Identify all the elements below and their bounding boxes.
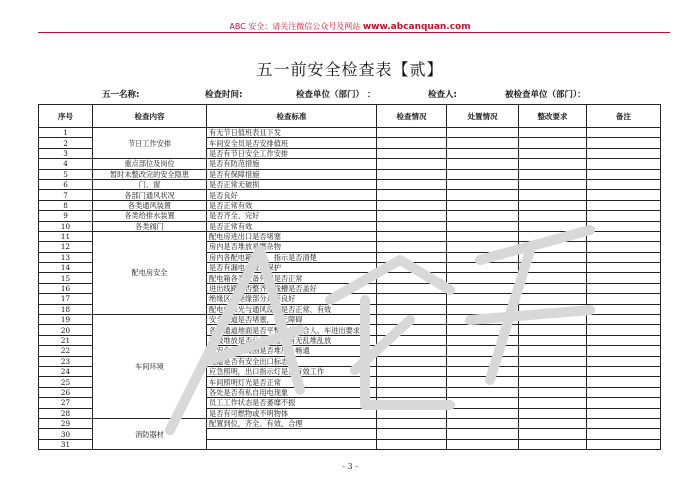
row-number: 15: [39, 273, 93, 283]
row-number: 26: [39, 387, 93, 397]
row-number: 19: [39, 315, 93, 325]
row-number: 12: [39, 242, 93, 252]
header-remark: 备注: [587, 105, 661, 128]
check-standard-cell: 是否有可燃物或不明物体: [207, 408, 377, 418]
requirement-cell[interactable]: [519, 221, 587, 231]
check-content-cell: 节日工作安排: [93, 128, 207, 159]
remark-cell[interactable]: [587, 231, 661, 241]
check-standard-cell: 车间安全员是否安排值班: [207, 138, 377, 148]
row-number: 24: [39, 366, 93, 376]
handling-cell[interactable]: [447, 398, 519, 408]
inspection-table: [38, 104, 661, 450]
header-status: 检查情况: [377, 105, 447, 128]
check-standard-cell: 是否良好: [207, 190, 377, 200]
handling-cell[interactable]: [447, 169, 519, 179]
check-content-cell: 各类给排水装置: [93, 211, 207, 221]
handling-cell[interactable]: [447, 200, 519, 210]
document-title: 五一前安全检查表【贰】: [256, 60, 444, 79]
row-number: 17: [39, 294, 93, 304]
remark-cell[interactable]: [587, 325, 661, 335]
handling-cell[interactable]: [447, 263, 519, 273]
table-row: [39, 190, 661, 200]
meta-check-unit: 检查单位（部门） ：: [296, 90, 376, 100]
remark-cell[interactable]: [587, 418, 661, 428]
requirement-cell[interactable]: [519, 242, 587, 252]
status-cell[interactable]: [377, 252, 447, 262]
handling-cell[interactable]: [447, 408, 519, 418]
remark-cell[interactable]: [587, 366, 661, 376]
requirement-cell[interactable]: [519, 200, 587, 210]
check-standard-cell: 是否有防范措施: [207, 159, 377, 169]
requirement-cell[interactable]: [519, 252, 587, 262]
requirement-cell[interactable]: [519, 159, 587, 169]
remark-cell[interactable]: [587, 335, 661, 345]
remark-cell[interactable]: [587, 242, 661, 252]
row-number: 6: [39, 179, 93, 189]
handling-cell[interactable]: [447, 429, 519, 439]
handling-cell[interactable]: [447, 418, 519, 428]
handling-cell[interactable]: [447, 439, 519, 449]
table-row: [39, 315, 661, 325]
meta-line: [0, 88, 700, 102]
header-text: ABC 安全：请关注微信公众号及网站: [229, 22, 363, 31]
row-number: 4: [39, 159, 93, 169]
handling-cell[interactable]: [447, 377, 519, 387]
requirement-cell[interactable]: [519, 398, 587, 408]
remark-cell[interactable]: [587, 221, 661, 231]
requirement-cell[interactable]: [519, 315, 587, 325]
requirement-cell[interactable]: [519, 439, 587, 449]
status-cell[interactable]: [377, 387, 447, 397]
requirement-cell[interactable]: [519, 263, 587, 273]
remark-cell[interactable]: [587, 294, 661, 304]
remark-cell[interactable]: [587, 315, 661, 325]
status-cell[interactable]: [377, 335, 447, 345]
status-cell[interactable]: [377, 138, 447, 148]
status-cell[interactable]: [377, 179, 447, 189]
requirement-cell[interactable]: [519, 190, 587, 200]
row-number: 1: [39, 128, 93, 138]
remark-cell[interactable]: [587, 190, 661, 200]
table-row: [39, 128, 661, 138]
table-row: [39, 231, 661, 241]
row-number: 14: [39, 263, 93, 273]
handling-cell[interactable]: [447, 128, 519, 138]
handling-cell[interactable]: [447, 159, 519, 169]
meta-check-time: 检查时间:: [205, 90, 243, 100]
row-number: 27: [39, 398, 93, 408]
check-content-cell: 重点部位及岗位: [93, 159, 207, 169]
row-number: 22: [39, 346, 93, 356]
requirement-cell[interactable]: [519, 273, 587, 283]
handling-cell[interactable]: [447, 346, 519, 356]
status-cell[interactable]: [377, 190, 447, 200]
requirement-cell[interactable]: [519, 169, 587, 179]
status-cell[interactable]: [377, 128, 447, 138]
check-standard-cell: 进出线路是否整齐，线槽是否盖好: [207, 283, 377, 293]
status-cell[interactable]: [377, 263, 447, 273]
check-standard-cell: 安全通道是否堵塞，有无障碍: [207, 315, 377, 325]
status-cell[interactable]: [377, 398, 447, 408]
remark-cell[interactable]: [587, 128, 661, 138]
requirement-cell[interactable]: [519, 211, 587, 221]
handling-cell[interactable]: [447, 148, 519, 158]
row-number: 3: [39, 148, 93, 158]
row-number: 11: [39, 231, 93, 241]
status-cell[interactable]: [377, 408, 447, 418]
check-standard-cell: 各处是否有私自用电现象: [207, 387, 377, 397]
row-number: 16: [39, 283, 93, 293]
handling-cell[interactable]: [447, 366, 519, 376]
table-row: [39, 211, 661, 221]
row-number: 5: [39, 169, 93, 179]
requirement-cell[interactable]: [519, 366, 587, 376]
handling-cell[interactable]: [447, 179, 519, 189]
handling-cell[interactable]: [447, 335, 519, 345]
remark-cell[interactable]: [587, 304, 661, 314]
check-content-cell: 配电房安全: [93, 231, 207, 314]
requirement-cell[interactable]: [519, 387, 587, 397]
row-number: 8: [39, 200, 93, 210]
status-cell[interactable]: [377, 377, 447, 387]
handling-cell[interactable]: [447, 325, 519, 335]
handling-cell[interactable]: [447, 190, 519, 200]
remark-cell[interactable]: [587, 200, 661, 210]
remark-cell[interactable]: [587, 273, 661, 283]
check-standard-cell: 配电房采光与通风设备是否正常、有效: [207, 304, 377, 314]
status-cell[interactable]: [377, 211, 447, 221]
status-cell[interactable]: [377, 346, 447, 356]
remark-cell[interactable]: [587, 138, 661, 148]
header-standard: 检查标准: [207, 105, 377, 128]
requirement-cell[interactable]: [519, 231, 587, 241]
check-standard-cell: 是否有节日安全工作安排: [207, 148, 377, 158]
check-content-cell: 暂时未整改完的安全隐患: [93, 169, 207, 179]
handling-cell[interactable]: [447, 304, 519, 314]
meta-inspected-unit: 被检查单位（部门）：: [505, 90, 586, 100]
check-standard-cell: 房内是否堆放易燃杂物: [207, 242, 377, 252]
status-cell[interactable]: [377, 148, 447, 158]
row-number: 10: [39, 221, 93, 231]
status-cell[interactable]: [377, 169, 447, 179]
check-standard-cell: [207, 439, 377, 449]
check-standard-cell: 配电房进出口是否堵塞: [207, 231, 377, 241]
row-number: 23: [39, 356, 93, 366]
row-number: 29: [39, 418, 93, 428]
header-no: 序号: [39, 105, 93, 128]
check-content-cell: 各类阀门: [93, 221, 207, 231]
handling-cell[interactable]: [447, 138, 519, 148]
handling-cell[interactable]: [447, 356, 519, 366]
check-standard-cell: 是否有保障措施: [207, 169, 377, 179]
handling-cell[interactable]: [447, 252, 519, 262]
check-standard-cell: 各类通道地面是否平整，并符合人、车进出要求: [207, 325, 377, 335]
handling-cell[interactable]: [447, 273, 519, 283]
check-standard-cell: 车间照明灯光是否正常: [207, 377, 377, 387]
status-cell[interactable]: [377, 429, 447, 439]
requirement-cell[interactable]: [519, 335, 587, 345]
row-number: 30: [39, 429, 93, 439]
status-cell[interactable]: [377, 242, 447, 252]
table-row: [39, 169, 661, 179]
table-row: [39, 159, 661, 169]
requirement-cell[interactable]: [519, 356, 587, 366]
header-site-link[interactable]: www.abcanquan.com: [362, 22, 471, 32]
status-cell[interactable]: [377, 325, 447, 335]
check-standard-cell: [207, 429, 377, 439]
table-row: [39, 200, 661, 210]
table-row: [39, 418, 661, 428]
remark-cell[interactable]: [587, 283, 661, 293]
status-cell[interactable]: [377, 366, 447, 376]
status-cell[interactable]: [377, 294, 447, 304]
row-number: 7: [39, 190, 93, 200]
requirement-cell[interactable]: [519, 408, 587, 418]
row-number: 9: [39, 211, 93, 221]
requirement-cell[interactable]: [519, 283, 587, 293]
check-content-cell: 消防器材: [93, 418, 207, 449]
requirement-cell[interactable]: [519, 138, 587, 148]
check-standard-cell: 应急照明，出口指示灯是否有效工作: [207, 366, 377, 376]
handling-cell[interactable]: [447, 231, 519, 241]
table-header-row: [39, 105, 661, 128]
remark-cell[interactable]: [587, 179, 661, 189]
handling-cell[interactable]: [447, 283, 519, 293]
status-cell[interactable]: [377, 304, 447, 314]
status-cell[interactable]: [377, 159, 447, 169]
row-number: 20: [39, 325, 93, 335]
page-header: [0, 22, 700, 32]
row-number: 28: [39, 408, 93, 418]
requirement-cell[interactable]: [519, 429, 587, 439]
requirement-cell[interactable]: [519, 325, 587, 335]
check-standard-cell: 配置到位，齐全、有效、合理: [207, 418, 377, 428]
table-row: [39, 179, 661, 189]
meta-holiday-name: 五一名称:: [102, 90, 140, 100]
row-number: 18: [39, 304, 93, 314]
status-cell[interactable]: [377, 356, 447, 366]
row-number: 21: [39, 335, 93, 345]
requirement-cell[interactable]: [519, 346, 587, 356]
remark-cell[interactable]: [587, 252, 661, 262]
check-standard-cell: 是否正常有效: [207, 200, 377, 210]
remark-cell[interactable]: [587, 398, 661, 408]
check-standard-cell: 绝缘区域绝缘部分是否良好: [207, 294, 377, 304]
handling-cell[interactable]: [447, 211, 519, 221]
row-number: 25: [39, 377, 93, 387]
header-requirement: 整改要求: [519, 105, 587, 128]
header-content: 检查内容: [93, 105, 207, 128]
requirement-cell[interactable]: [519, 294, 587, 304]
status-cell[interactable]: [377, 200, 447, 210]
remark-cell[interactable]: [587, 211, 661, 221]
check-standard-cell: 员工工作状态是否萎靡不振: [207, 398, 377, 408]
check-content-cell: 各类通风装置: [93, 200, 207, 210]
status-cell[interactable]: [377, 283, 447, 293]
check-content-cell: 门、窗: [93, 179, 207, 189]
check-standard-cell: 各安全出口周围是否堆压、畅通: [207, 346, 377, 356]
status-cell[interactable]: [377, 273, 447, 283]
check-standard-cell: 通道是否有安全出口标志: [207, 356, 377, 366]
requirement-cell[interactable]: [519, 128, 587, 138]
check-standard-cell: 是否有漏电或接地保护: [207, 263, 377, 273]
check-content-cell: 各部门通风状况: [93, 190, 207, 200]
remark-cell[interactable]: [587, 408, 661, 418]
remark-cell[interactable]: [587, 169, 661, 179]
header-handling: 处置情况: [447, 105, 519, 128]
remark-cell[interactable]: [587, 346, 661, 356]
check-standard-cell: 是否正常无破损: [207, 179, 377, 189]
handling-cell[interactable]: [447, 242, 519, 252]
requirement-cell[interactable]: [519, 418, 587, 428]
check-standard-cell: 是否正常有效: [207, 221, 377, 231]
handling-cell[interactable]: [447, 221, 519, 231]
check-standard-cell: 是否齐全、完好: [207, 211, 377, 221]
status-cell[interactable]: [377, 221, 447, 231]
check-standard-cell: 垃圾堆放是否分类放置，有无乱堆乱放: [207, 335, 377, 345]
table-row: [39, 221, 661, 231]
remark-cell[interactable]: [587, 356, 661, 366]
handling-cell[interactable]: [447, 315, 519, 325]
row-number: 31: [39, 439, 93, 449]
row-number: 2: [39, 138, 93, 148]
requirement-cell[interactable]: [519, 179, 587, 189]
remark-cell[interactable]: [587, 429, 661, 439]
handling-cell[interactable]: [447, 294, 519, 304]
status-cell[interactable]: [377, 418, 447, 428]
handling-cell[interactable]: [447, 387, 519, 397]
page-number: - 3 -: [342, 462, 358, 471]
meta-inspector: 检查人:: [428, 90, 457, 100]
requirement-cell[interactable]: [519, 148, 587, 158]
check-standard-cell: 配电箱各类设备外观是否正常: [207, 273, 377, 283]
check-standard-cell: 有无节日值班表且下发: [207, 128, 377, 138]
requirement-cell[interactable]: [519, 304, 587, 314]
remark-cell[interactable]: [587, 263, 661, 273]
status-cell[interactable]: [377, 439, 447, 449]
check-standard-cell: 房内各配电箱标识、指示是否清楚: [207, 252, 377, 262]
remark-cell[interactable]: [587, 148, 661, 158]
remark-cell[interactable]: [587, 387, 661, 397]
row-number: 13: [39, 252, 93, 262]
status-cell[interactable]: [377, 315, 447, 325]
remark-cell[interactable]: [587, 377, 661, 387]
status-cell[interactable]: [377, 231, 447, 241]
header-divider: [38, 32, 670, 33]
remark-cell[interactable]: [587, 159, 661, 169]
check-content-cell: 车间环境: [93, 315, 207, 419]
remark-cell[interactable]: [587, 439, 661, 449]
requirement-cell[interactable]: [519, 377, 587, 387]
